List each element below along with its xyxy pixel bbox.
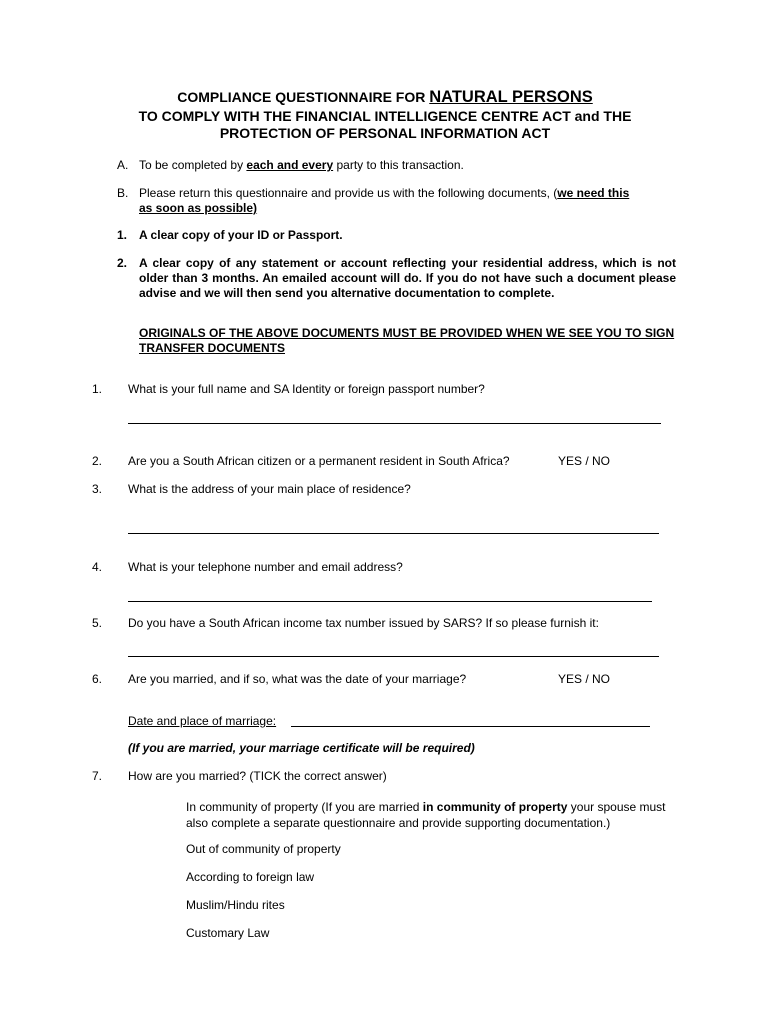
q5-text: Do you have a South African income tax number issued by SARS? If so please furnish it: xyxy=(128,616,599,630)
instruction-b xyxy=(139,186,629,200)
q3-text: What is the address of your main place of residence? xyxy=(128,482,411,496)
instruction-a-emph: each and every xyxy=(246,158,334,172)
q7-option-out-of-community[interactable]: Out of community of property xyxy=(186,842,341,856)
doc-1-marker: 1. xyxy=(117,228,128,242)
instruction-a-pre: To be completed by xyxy=(139,158,244,172)
q2-yes-no[interactable]: YES / NO xyxy=(558,454,611,468)
doc-1-text: A clear copy of your ID or Passport. xyxy=(139,228,343,242)
instruction-a xyxy=(139,158,464,172)
title-prefix: COMPLIANCE QUESTIONNAIRE FOR xyxy=(177,89,426,105)
q5-answer-line[interactable] xyxy=(128,656,659,657)
q6-yes-no[interactable]: YES / NO xyxy=(558,672,611,686)
title-line-2: TO COMPLY WITH THE FINANCIAL INTELLIGENCE CENTRE ACT and THE xyxy=(138,108,632,124)
q3-answer-line[interactable] xyxy=(128,533,659,534)
q1-number: 1. xyxy=(92,382,103,396)
q4-answer-line[interactable] xyxy=(128,601,652,602)
q2-number: 2. xyxy=(92,454,103,468)
originals-note: ORIGINALS OF THE ABOVE DOCUMENTS MUST BE PROVIDED WHEN WE SEE YOU TO SIGN TRANSFER DOCUMENTS xyxy=(139,326,675,355)
doc-2-marker: 2. xyxy=(117,256,128,270)
q6-note: (If you are married, your marriage certificate will be required) xyxy=(128,741,475,755)
q7-number: 7. xyxy=(92,769,103,783)
q3-number: 3. xyxy=(92,482,103,496)
title-emphasis: NATURAL PERSONS xyxy=(429,88,593,106)
q7-option-muslim-hindu[interactable]: Muslim/Hindu rites xyxy=(186,898,285,912)
q6-text: Are you married, and if so, what was the date of your marriage? xyxy=(128,672,467,686)
q7-option-community[interactable] xyxy=(186,799,681,831)
doc-2-text: A clear copy of any statement or account reflecting your residential address, which is not older than 3 months. An emailed account will do. If you do not have such a document please advise and we will then send you alternative documentation to complete. xyxy=(139,256,676,300)
q7-text: How are you married? (TICK the correct answer) xyxy=(128,769,387,783)
title-line-3: PROTECTION OF PERSONAL INFORMATION ACT xyxy=(219,125,551,141)
q7-option-customary-law[interactable]: Customary Law xyxy=(186,926,270,940)
instruction-b-emph: we need this xyxy=(557,186,630,200)
q7-option-1-post: your spouse must also complete a separate questionnaire and provide supporting documentation.) xyxy=(186,800,666,830)
instruction-b-pre: Please return this questionnaire and provide us with the following documents, ( xyxy=(139,186,558,200)
q7-option-foreign-law[interactable]: According to foreign law xyxy=(186,870,315,884)
q6-date-answer-line[interactable] xyxy=(291,726,650,727)
q7-option-1-pre: In community of property (If you are married xyxy=(186,800,420,814)
instruction-b-marker: B. xyxy=(117,186,129,200)
q7-option-1-emph: in community of property xyxy=(422,800,568,814)
q1-answer-line[interactable] xyxy=(128,423,661,424)
q6-date-label: Date and place of marriage: xyxy=(128,714,277,728)
q2-text: Are you a South African citizen or a permanent resident in South Africa? xyxy=(128,454,510,468)
q5-number: 5. xyxy=(92,616,103,630)
q1-text: What is your full name and SA Identity or foreign passport number? xyxy=(128,382,485,396)
instruction-a-post: party to this transaction. xyxy=(336,158,464,172)
q4-number: 4. xyxy=(92,560,103,574)
instruction-a-marker: A. xyxy=(117,158,129,172)
q6-number: 6. xyxy=(92,672,103,686)
instruction-b-emph-2: as soon as possible) xyxy=(139,201,258,215)
page-title xyxy=(0,88,770,107)
q4-text: What is your telephone number and email address? xyxy=(128,560,403,574)
